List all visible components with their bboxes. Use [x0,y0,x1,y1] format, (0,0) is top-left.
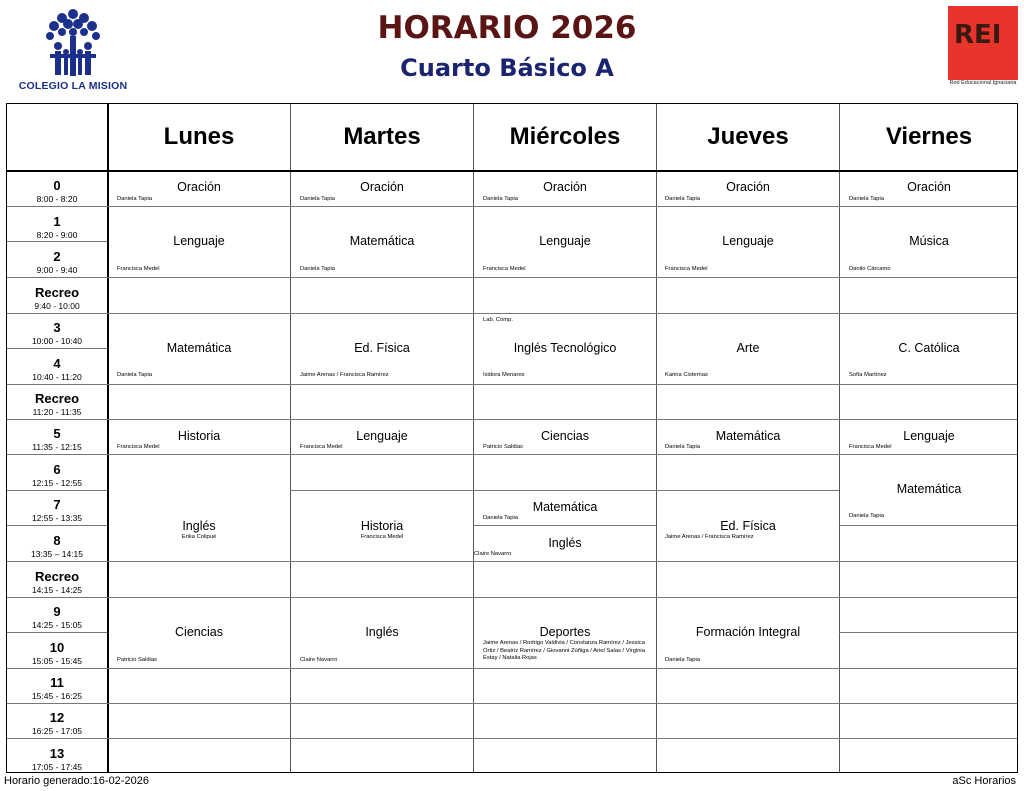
period-number: 4 [53,356,61,371]
day-header-martes: Martes [343,123,421,150]
lesson-teacher: Francisca Medel [117,266,160,272]
day-header-miercoles: Miércoles [509,123,621,150]
period-number: Recreo [34,391,80,406]
rei-logo-text: REI [954,20,1002,50]
period-time: 10:00 - 10:40 [31,336,83,346]
grid-line [473,525,656,526]
lesson-subject: Oración [543,180,587,194]
rei-logo [948,6,1018,80]
period-number: Recreo [34,569,80,584]
grid-line [7,703,1017,704]
lesson-teacher: Francisca Medel [117,444,160,450]
grid-line [7,206,1017,207]
lesson-teacher: Jaime Arenas / Rodrigo Valdivia / Constanza Ramírez / Jessica Ortiz / Beatriz Ramírez / Giovanni Zúñiga / Ariel Salas / Virginia Estay / Natalia Rojas [483,640,645,661]
lesson-subject: Matemática [715,429,781,443]
lesson-teacher: Daniela Tapia [300,266,336,272]
lesson-subject: Inglés [365,625,399,639]
lesson-subject: Oración [360,180,404,194]
period-time: 10:40 - 11:20 [32,372,82,382]
period-time: 15:05 - 15:45 [31,656,83,666]
period-number: 10 [49,640,65,655]
period-number: 6 [53,462,61,477]
lesson-teacher: Daniela Tapia [300,196,336,202]
period-number: 0 [53,178,61,193]
grid-line [7,525,107,526]
lesson-subject: Historia [360,519,404,533]
lesson-subject: Matemática [532,500,598,514]
lesson-teacher: Danilo Cárcamo [849,266,891,272]
lesson-teacher: Daniela Tapia [483,196,519,202]
grid-line [7,348,107,349]
period-time: 13:35 – 14:15 [31,549,83,559]
rei-tagline: Red Educacional Ignaciana [949,80,1017,86]
lesson-subject: Inglés [182,519,216,533]
lesson-teacher: Francisca Medel [849,444,892,450]
lesson-subject: Oración [907,180,951,194]
lesson-subject: Inglés Tecnológico [513,341,617,355]
period-time: 9:00 - 9:40 [36,265,78,275]
lesson-room: Lab. Comp. [483,317,513,323]
grid-line [7,632,107,633]
period-time: 8:20 - 9:00 [36,230,78,240]
lesson-teacher: Daniela Tapia [665,657,701,663]
period-number: 7 [53,497,61,512]
lesson-teacher: Patricio Saldias [483,444,523,450]
lesson-subject: Historia [177,429,221,443]
lesson-subject: Inglés [548,536,582,550]
lesson-teacher: Francisca Medel [665,266,708,272]
lesson-subject: Formación Integral [695,625,801,639]
grid-line [7,561,1017,562]
period-time: 9:40 - 10:00 [34,301,80,311]
lesson-teacher: Isidora Menares [483,372,525,378]
grid-line [7,313,1017,314]
school-name: COLEGIO LA MISION [18,80,128,92]
timetable-grid [6,103,1018,773]
lesson-subject: Oración [726,180,770,194]
lesson-teacher: Francisca Medel [483,266,526,272]
period-number: 1 [53,214,61,229]
lesson-subject: Lenguaje [903,429,955,443]
lesson-teacher: Francisca Medel [300,444,343,450]
lesson-teacher: Daniela Tapia [665,196,701,202]
period-time: 8:00 - 8:20 [36,194,78,204]
lesson-teacher: Daniela Tapia [117,372,153,378]
lesson-teacher: Daniela Tapia [849,196,885,202]
lesson-subject: Matemática [166,341,232,355]
grid-line [7,419,1017,420]
lesson-subject: Ed. Física [720,519,776,533]
day-header-lunes: Lunes [163,123,235,150]
grid-line [290,490,839,491]
page-subtitle: Cuarto Básico A [400,54,614,82]
lesson-teacher: Daniela Tapia [117,196,153,202]
period-number: Recreo [34,285,80,300]
grid-line [7,454,1017,455]
lesson-subject: Lenguaje [173,234,225,248]
lesson-subject: Lenguaje [356,429,408,443]
grid-line [7,384,1017,385]
lesson-subject: Ciencias [175,625,223,639]
period-time: 11:35 - 12:15 [32,442,82,452]
period-number: 8 [53,533,61,548]
lesson-subject: Arte [736,341,760,355]
day-header-viernes: Viernes [885,123,973,150]
lesson-teacher: Daniela Tapia [483,515,519,521]
day-header-jueves: Jueves [707,123,789,150]
period-time: 14:15 - 14:25 [31,585,83,595]
period-number: 2 [53,249,61,264]
lesson-teacher: Daniela Tapia [665,444,701,450]
lesson-subject: Oración [177,180,221,194]
software-credit: aSc Horarios [952,775,1016,787]
lesson-subject: Ed. Física [354,341,410,355]
lesson-subject: Lenguaje [722,234,774,248]
lesson-subject: Lenguaje [539,234,591,248]
grid-line [7,668,1017,669]
lesson-subject: Deportes [539,625,591,639]
grid-line [7,490,107,491]
lesson-teacher: Patricio Saldias [117,657,157,663]
grid-line [7,277,1017,278]
lesson-subject: Ciencias [541,429,589,443]
period-number: 13 [49,746,65,761]
lesson-teacher: Karina Cisternas [665,372,708,378]
lesson-teacher: Jaime Arenas / Francisca Ramírez [300,372,389,378]
period-time: 16:25 - 17:05 [31,726,83,736]
lesson-subject: Matemática [349,234,415,248]
period-time: 12:55 - 13:35 [31,513,83,523]
period-time: 11:20 - 11:35 [32,407,82,417]
lesson-teacher: Claire Navarro [300,657,338,663]
grid-line [839,632,1017,633]
generated-date: Horario generado:16-02-2026 [4,775,149,787]
period-time: 17:05 - 17:45 [31,762,83,772]
period-number: 11 [50,675,64,690]
page-title: HORARIO 2026 [377,10,637,46]
grid-line [7,597,1017,598]
lesson-subject: Música [909,234,949,248]
lesson-teacher: Francisca Medel [360,534,404,540]
grid-line [7,241,107,242]
period-number: 3 [53,320,61,335]
period-time: 15:45 - 16:25 [31,691,83,701]
lesson-teacher: Jaime Arenas / Francisca Ramírez [665,534,754,540]
grid-line [839,525,1017,526]
lesson-teacher: Daniela Tapia [849,513,885,519]
grid-line [7,170,1017,172]
lesson-subject: C. Católica [898,341,960,355]
period-time: 12:15 - 12:55 [31,478,83,488]
period-number: 12 [49,710,65,725]
lesson-teacher: Sofía Martínez [849,372,887,378]
lesson-subject: Matemática [896,482,962,496]
grid-line [7,738,1017,739]
lesson-teacher: Erika Colipué [181,534,217,540]
period-number: 9 [53,604,61,619]
period-number: 5 [53,426,61,441]
period-time: 14:25 - 15:05 [31,620,83,630]
lesson-teacher: Claire Navarro [474,551,512,557]
